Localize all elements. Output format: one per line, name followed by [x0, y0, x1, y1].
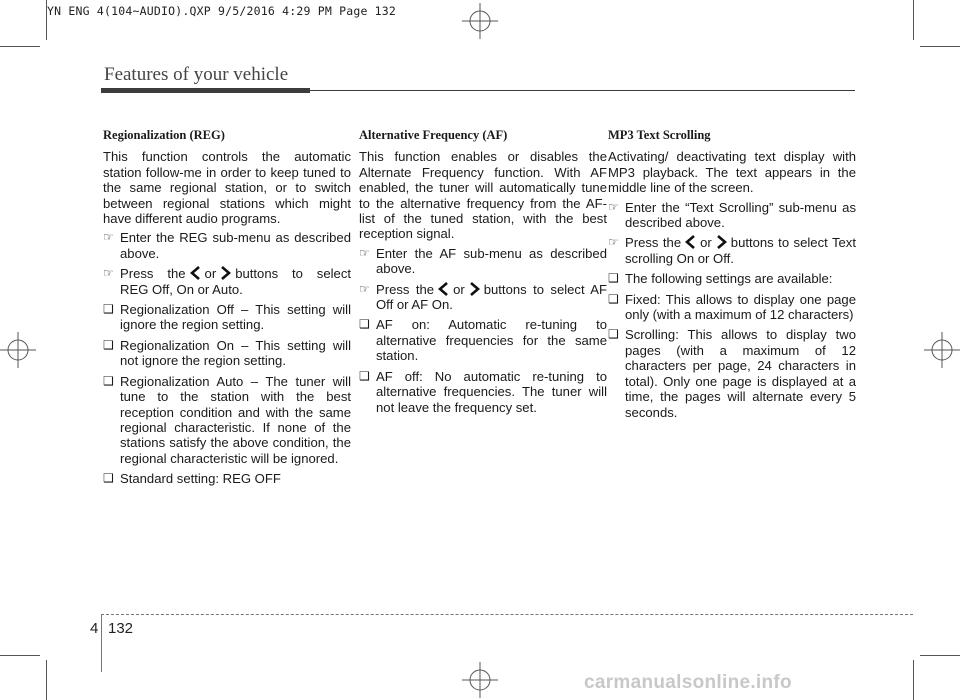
- section-heading: MP3 Text Scrolling: [608, 128, 711, 142]
- crop-mark: [920, 46, 960, 47]
- bullet-item: [103, 302, 351, 333]
- chevron-left-icon: [683, 235, 698, 249]
- note-item: [103, 266, 351, 297]
- bullet-item: [359, 369, 607, 415]
- bullet-item: [608, 327, 856, 419]
- paragraph: This function enables or disables the Alternate Frequency function. With AF enabled, the tuner will automatically tune to the alternative frequency from the AF-list of the tuned station, with the best reception signal.: [359, 149, 607, 242]
- paragraph: This function controls the automatic station follow-me in order to keep tuned to the same regional station, or to switch between regional stations which might have different audio programs.: [103, 149, 351, 227]
- bullet-item: [608, 271, 856, 286]
- note-text: Enter the AF sub-menu as described above.: [376, 245, 607, 277]
- note-text: Enter the “Text Scrolling” sub-menu as described above.: [625, 199, 856, 231]
- note-item: [103, 230, 351, 261]
- note-item: [359, 282, 607, 313]
- checkbox-bullet-icon: ❑: [103, 302, 114, 317]
- note-text: Enter the REG sub-menu as described above.: [120, 230, 351, 261]
- or-text: or: [700, 235, 712, 251]
- registration-mark-icon: [462, 662, 498, 698]
- bullet-item: [608, 292, 856, 323]
- footer-rule: [101, 614, 913, 615]
- press-text: buttons to select AF Off or AF On.: [376, 281, 608, 313]
- crop-mark: [0, 46, 40, 47]
- crop-mark: [913, 0, 914, 40]
- column-regionalization: [103, 128, 351, 492]
- checkbox-bullet-icon: ❑: [103, 373, 114, 388]
- press-text: Press the: [376, 281, 435, 297]
- registration-mark-icon: [462, 3, 498, 39]
- bullet-text: AF off: No automatic re-tuning to alternative frequencies. The tuner will not leave the frequency set.: [376, 368, 607, 415]
- chevron-right-icon: [467, 282, 482, 296]
- page-number: 132: [108, 620, 134, 637]
- pointing-hand-icon: ☞: [608, 235, 619, 250]
- bullet-text: Scrolling: This allows to display two pages (with a maximum of 12 characters per page, 24 characters in total). Only one page is displayed at a time, the pages will alternate every 5 seconds.: [625, 327, 856, 420]
- bullet-text: The following settings are available:: [625, 271, 833, 287]
- column-mp3-text-scrolling: [608, 128, 856, 425]
- section-heading: Alternative Frequency (AF): [359, 128, 508, 142]
- chevron-right-icon: [714, 235, 729, 249]
- watermark[interactable]: carmanualsonline.info: [584, 672, 792, 693]
- press-text: Press the: [625, 235, 682, 251]
- pointing-hand-icon: ☞: [103, 266, 114, 281]
- pointing-hand-icon: ☞: [103, 230, 114, 245]
- pointing-hand-icon: ☞: [608, 199, 619, 214]
- bullet-item: [103, 374, 351, 466]
- footer-divider: [101, 614, 102, 672]
- bullet-text: Regionalization Auto – The tuner will tune to the station with the best reception condition and with the same regional characteristic. If none of the stations satisfy the above condition, the regional characteristic will be ignored.: [120, 373, 351, 466]
- bullet-item: [103, 471, 351, 486]
- checkbox-bullet-icon: ❑: [359, 368, 370, 383]
- note-item: [608, 235, 856, 266]
- press-text: buttons to select REG Off, On or Auto.: [120, 266, 352, 297]
- press-text: Press the: [120, 266, 186, 282]
- chevron-left-icon: [436, 282, 451, 296]
- or-text: or: [453, 281, 465, 297]
- checkbox-bullet-icon: ❑: [608, 291, 619, 306]
- bullet-text: AF on: Automatic re-tuning to alternative frequencies for the same station.: [376, 317, 607, 364]
- checkbox-bullet-icon: ❑: [103, 471, 114, 486]
- note-item: [608, 200, 856, 231]
- bullet-text: Fixed: This allows to display one page only (with a maximum of 12 characters): [625, 291, 856, 323]
- bullet-item: [103, 338, 351, 369]
- chevron-left-icon: [188, 266, 203, 280]
- crop-mark: [0, 655, 40, 656]
- crop-mark: [46, 660, 47, 700]
- header-rule: [310, 90, 855, 91]
- bullet-text: Regionalization Off – This setting will ignore the region setting.: [120, 302, 351, 333]
- print-slug: YN ENG 4(104~AUDIO).QXP 9/5/2016 4:29 PM Page 132: [47, 4, 397, 18]
- header-bar: [101, 88, 310, 93]
- crop-mark: [920, 655, 960, 656]
- chevron-right-icon: [218, 266, 233, 280]
- bullet-text: Standard setting: REG OFF: [120, 471, 281, 487]
- checkbox-bullet-icon: ❑: [103, 337, 114, 352]
- crop-mark: [913, 660, 914, 700]
- or-text: or: [204, 266, 217, 282]
- pointing-hand-icon: ☞: [359, 281, 370, 296]
- bullet-item: [359, 317, 607, 363]
- checkbox-bullet-icon: ❑: [608, 271, 619, 286]
- note-item: [359, 246, 607, 277]
- registration-mark-icon: [0, 332, 36, 368]
- bullet-text: Regionalization On – This setting will not ignore the region setting.: [120, 337, 351, 369]
- pointing-hand-icon: ☞: [359, 245, 370, 260]
- note-text: [120, 266, 351, 297]
- column-alternative-frequency: [359, 128, 607, 420]
- note-text: [376, 282, 607, 313]
- chapter-number: 4: [90, 620, 99, 637]
- checkbox-bullet-icon: ❑: [608, 327, 619, 342]
- paragraph: Activating/ deactivating text display with MP3 playback. The text appears in the middle line of the screen.: [608, 149, 856, 196]
- section-heading: Regionalization (REG): [103, 128, 225, 142]
- checkbox-bullet-icon: ❑: [359, 317, 370, 332]
- registration-mark-icon: [924, 332, 960, 368]
- press-text: buttons to select Text scrolling On or Off.: [625, 235, 856, 266]
- page-header-title: Features of your vehicle: [104, 64, 289, 85]
- note-text: [625, 235, 856, 266]
